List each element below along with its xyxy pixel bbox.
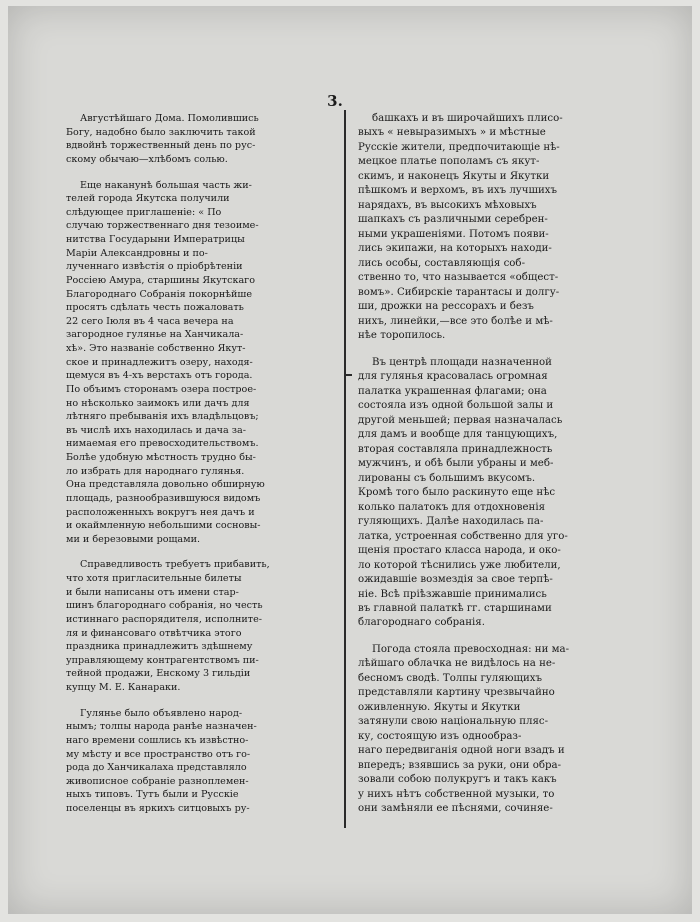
text-line: ши, дрожки на рессорахъ и безъ [358,301,534,313]
text-line: хѣ». Это названіе собственно Якут- [66,343,246,354]
text-line: зовали собою полукругъ и такъ какъ [358,774,557,786]
text-line: Кромѣ того было раскинуто еще нѣс [358,487,556,499]
text-line: они замѣняли ее пѣснями, сочиняе- [358,803,553,815]
paragraph [66,179,334,547]
text-line: Гулянье было объявлено народ- [80,707,243,719]
text-line: щемуся въ 4-хъ верстахъ отъ города. [66,370,253,382]
text-line: Маріи Александровны и по- [66,247,208,259]
text-line: скимъ, и наконецъ Якуты и Якутки [358,170,550,182]
text-line: Въ центрѣ площади назначенной [372,356,552,368]
right-column [358,112,618,829]
text-line: наго передвиганія одной ноги взадъ и [358,745,565,757]
text-line: бесномъ сводѣ. Толпы гуляющихъ [358,672,543,684]
text-line: ку, состоящую изъ однообраз- [358,730,522,742]
text-line: рода до Ханчикалаха представляло [66,762,247,774]
text-line: ніе. Всѣ пріѣзжавшіе принимались [358,588,547,600]
text-line: палатка украшенная флагами; она [358,385,547,397]
text-line: и окаймленную небольшими сосновы- [66,520,261,532]
text-line: живописное собраніе разноплемен- [66,775,249,787]
text-line: нарядахъ, въ высокихъ мѣховыхъ [358,199,537,211]
text-line: затянули свою національную пляс- [358,716,549,728]
text-line: нымъ; толпы народа ранѣе назначен- [66,721,257,733]
text-line: колько палатокъ для отдохновенія [358,501,546,513]
text-line: Еще наканунѣ большая часть жи- [80,179,252,191]
text-line: телей города Якутска получили [66,193,230,205]
text-line: въ главной палаткѣ гг. старшинами [358,602,552,614]
text-line: случаю торжественнаго дня тезоиме- [66,220,259,232]
text-line: для дамъ и вообще для танцующихъ, [358,429,558,441]
text-line: наго времени сошлись къ извѣстно- [66,734,249,746]
text-line: нимаемая его превосходительствомъ. [66,438,259,450]
paragraph [66,558,334,694]
text-line: вомъ». Сибирскіе тарантасы и долгу- [358,286,560,298]
left-column [66,112,334,828]
text-line: у нихъ нѣтъ собственной музыки, то [358,788,555,800]
paragraph [358,356,618,631]
text-line: му мѣсту и все пространство отъ го- [66,748,251,760]
text-line: ля и финансоваго отвѣтчика этого [66,627,242,639]
text-line: выхъ « невыразимыхъ » и мѣстные [358,127,546,139]
text-line: Справедливость требуетъ прибавить, [80,559,270,571]
text-line: лѣтняго пребыванія ихъ владѣльцовъ; [66,411,259,423]
text-line: Болѣе удобную мѣстность трудно бы- [66,452,256,463]
paragraph [66,112,334,167]
newspaper-page [8,6,692,914]
text-line: ское и принадлежитъ озеру, находя- [66,356,253,368]
text-line: истиннаго распорядителя, исполните- [66,613,263,625]
text-line: вдвойнѣ торжественный день по рус- [66,140,256,152]
text-line: благороднаго собранія. [358,617,485,629]
text-line: Россіею Амура, старшины Якутскаго [66,274,255,286]
text-line: представляли картину чрезвычайно [358,687,555,699]
text-line: состояла изъ одной большой залы и [358,400,554,412]
text-line: ми и березовыми рощами. [66,533,201,545]
text-line: нихъ, линейки,—все это болѣе и мѣ- [358,315,553,327]
text-line: загородное гулянье на Ханчикала- [66,329,244,341]
text-line: мужчинъ, и обѣ были убраны и меб- [358,458,554,470]
text-line: Погода стояла превосходная: ни ма- [372,643,570,655]
text-line: купцу М. Е. Канараки. [66,682,181,693]
text-line: Августѣйшаго Дома. Помолившись [80,113,259,124]
text-line: въ числѣ ихъ находилась и дача за- [66,424,246,436]
text-line: Русскіе жители, предпочитающіе нѣ- [358,141,560,153]
text-line: для гулянья красовалась огромная [358,371,548,383]
text-line: и были написаны отъ имени стар- [66,586,239,598]
text-line: лученнаго извѣстія о пріобрѣтеніи [66,261,243,273]
paragraph [358,643,618,817]
text-line: Благороднаго Собранія покорнѣйше [66,288,253,300]
text-line: ло которой тѣснились уже любители, [358,559,561,571]
text-line: ныхъ типовъ. Тутъ были и Русскіе [66,789,239,801]
text-line: По объимъ сторонамъ озера построе- [66,383,257,395]
text-line: нѣе торопилось. [358,330,446,342]
column-rule [344,110,346,828]
text-line: расположенныхъ вокругъ нея дачъ и [66,506,255,518]
text-line: лись особы, составляющія соб- [358,257,526,269]
text-line: 22 сего Іюля въ 4 часа вечера на [66,315,234,327]
text-line: латка, устроенная собственно для уго- [358,530,568,542]
text-line: другой меньшей; первая назначалась [358,414,563,426]
text-line: ными украшеніями. Потомъ появи- [358,228,549,240]
text-line: шинъ благороднаго собранія, но честь [66,600,263,612]
text-line: ственно то, что называется «общест- [358,272,559,284]
text-line: башкахъ и въ широчайшихъ плисо- [372,113,563,124]
text-line: щенія простаго класса народа, и око- [358,545,561,557]
text-line: шапкахъ съ различными серебрен- [358,214,548,226]
text-line: мецкое платье пополамъ съ якут- [358,156,540,168]
text-line: поселенцы въ яркихъ ситцовыхъ ру- [66,803,250,814]
text-line: лѣйшаго облачка не видѣлось на не- [358,658,556,670]
text-line: нитства Государыни Императрицы [66,234,245,245]
text-line: Богу, надобно было заключить такой [66,126,256,138]
text-line: скому обычаю—хлѣбомъ солью. [66,153,228,165]
text-line: лись экипажи, на которыхъ находи- [358,243,552,255]
text-line: впередъ; взявшись за руки, они обра- [358,759,562,771]
text-line: праздника принадлежитъ здѣшнему [66,641,253,653]
text-line: просятъ сдѣлать честь пожаловать [66,302,244,314]
paragraph [358,112,618,344]
text-line: гуляющихъ. Далѣе находилась па- [358,516,544,528]
text-line: слѣдующее приглашеніе: « По [66,206,222,218]
column-rule-notch [344,374,352,376]
text-line: что хотя пригласительные билеты [66,573,242,584]
text-line: пѣшкомъ и верхомъ, въ ихъ лучшихъ [358,185,558,197]
text-line: Она представляла довольно обширную [66,479,265,491]
text-line: ожидавшіе возмездія за свое терпѣ- [358,574,553,586]
text-line: тейной продажи, Енскому 3 гильдіи [66,668,251,680]
text-line: вторая составляла принадлежность [358,443,553,455]
text-line: ло избрать для народнаго гулянья. [66,465,245,477]
page-number: 3. [327,92,343,110]
text-line: но нѣсколько заимокъ или дачъ для [66,397,250,409]
paragraph [66,707,334,816]
text-line: оживленную. Якуты и Якутки [358,701,521,713]
text-line: лированы съ большимъ вкусомъ. [358,472,536,484]
text-line: управляющему контрагентствомъ пи- [66,654,259,666]
text-line: площадь, разнообразившуюся видомъ [66,492,261,504]
